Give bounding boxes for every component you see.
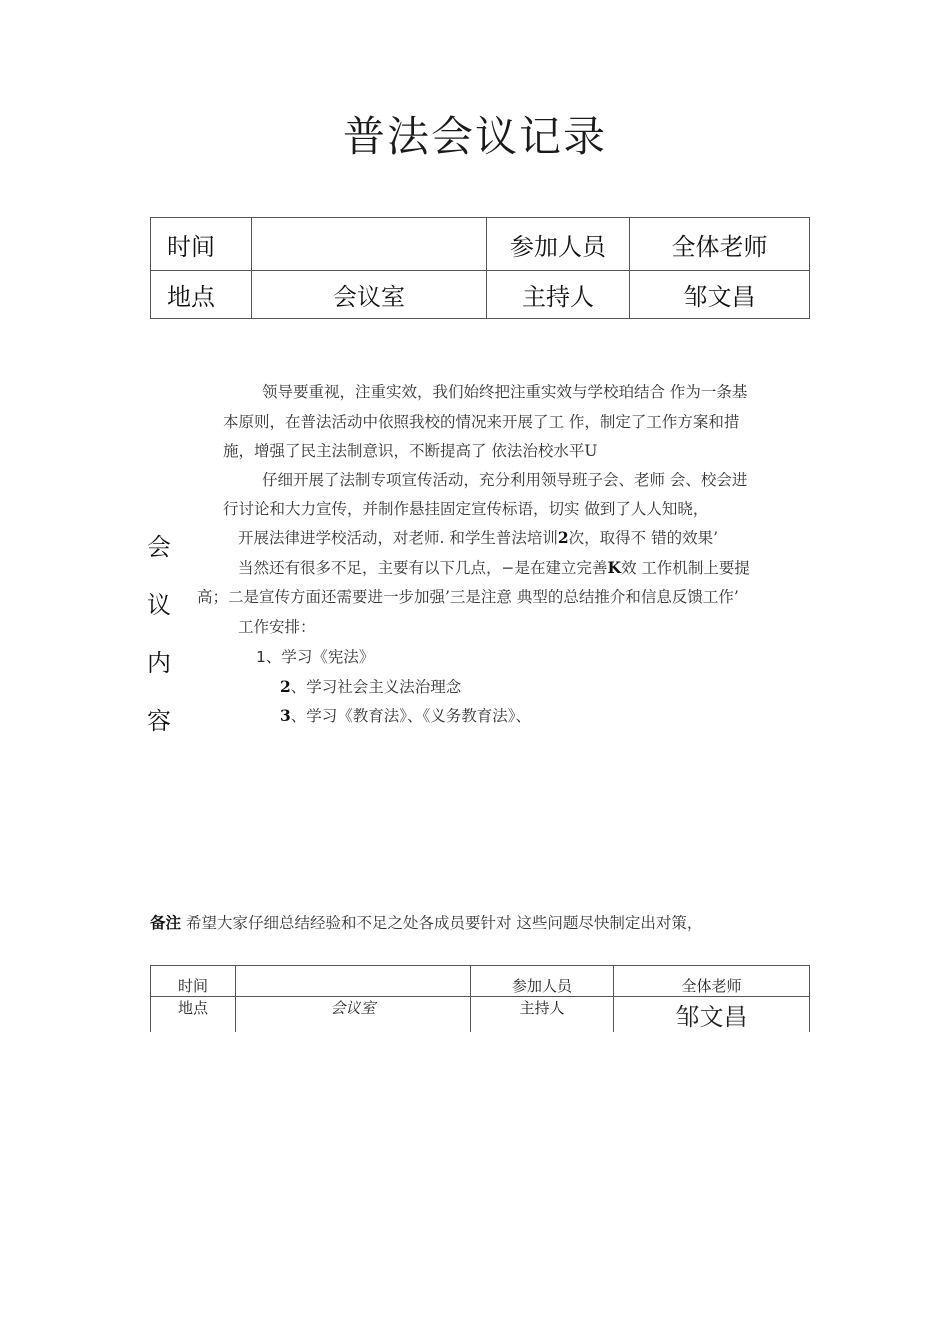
content-line: 开展法律进学校活动，对老师. 和学生普法培训2次，取得不 错的效果’ (238, 528, 719, 547)
table-row (151, 997, 810, 1033)
location-value: 会议室 (252, 271, 487, 319)
location-label: 地点 (151, 271, 252, 319)
participants-value: 全体老师 (630, 218, 810, 271)
page-title: 普法会议记录 (342, 112, 607, 161)
note-text: 希望大家仔细总结经验和不足之处各成员要针对 这些问题尽快制定出对策， (185, 914, 703, 932)
content-line: 领导要重视，注重实效，我们始终把注重实效与学校珀结合 作为一条基 (262, 383, 748, 401)
participants-label: 参加人员 (487, 218, 630, 271)
time-label: 时间 (151, 218, 252, 271)
table-row (151, 271, 810, 319)
header-info-table (150, 217, 810, 319)
content-line: 2、学习社会主义法治理念 (280, 677, 462, 696)
content-line: 3、学习《教育法》、《义务教育法》、 (280, 706, 532, 725)
content-line: 高；二是宣传方面还需要进一步加强’三是注意 典型的总结推介和信息反馈工作’ (197, 588, 739, 606)
participants-label: 参加人员 (471, 966, 614, 997)
footer-info-table (150, 965, 810, 1032)
host-value: 邹文昌 (614, 997, 810, 1033)
content-line: 1、学习《宪法》 (256, 648, 375, 666)
content-line: 当然还有很多不足，主要有以下几点，−是在建立完善K效 工作机制上要提 (238, 558, 750, 577)
content-line: 行讨论和大力宣传，并制作悬挂固定宣传标语，切实 做到了人人知晓， (223, 500, 709, 518)
content-line: 工作安排： (238, 618, 316, 636)
content-label-char: 议 (147, 591, 171, 619)
host-value: 邹文昌 (630, 271, 810, 319)
content-label-char: 会 (147, 533, 171, 561)
host-label: 主持人 (471, 997, 614, 1033)
host-label: 主持人 (487, 271, 630, 319)
time-value (236, 966, 471, 997)
content-line: 本原则，在普法活动中依照我校的情况来开展了工 作，制定了工作方案和措 (223, 413, 740, 431)
content-line: 仔细开展了法制专项宣传活动，充分利用领导班子会、老师 会、校会进 (262, 471, 748, 489)
table-row (151, 218, 810, 271)
participants-value: 全体老师 (614, 966, 810, 997)
content-label-char: 内 (147, 649, 171, 677)
time-label: 时间 (151, 966, 236, 997)
content-line: 施，增强了民主法制意识，不断提高了 依法治校水平U (223, 442, 598, 460)
time-value (252, 218, 487, 271)
content-label-char: 容 (147, 707, 171, 735)
location-label: 地点 (151, 997, 236, 1033)
note-line (150, 911, 702, 933)
location-value: 会议室 (236, 997, 471, 1033)
note-label: 备注 (150, 913, 182, 932)
table-row (151, 966, 810, 997)
